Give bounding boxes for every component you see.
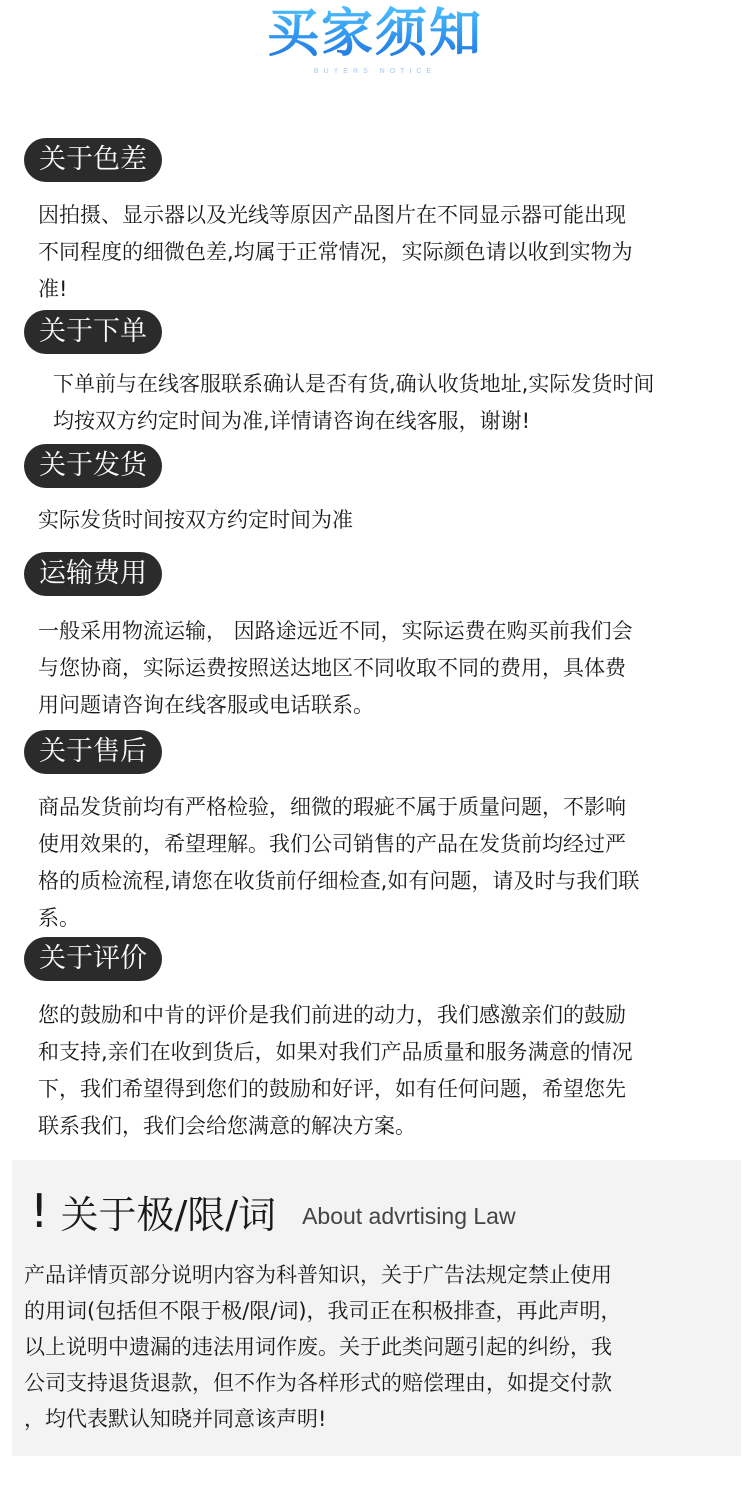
exclamation-icon: !	[30, 1184, 49, 1238]
section-ordering-label: 关于下单	[24, 310, 162, 354]
section-shipping-text: 实际发货时间按双方约定时间为准	[38, 508, 353, 532]
section-color-diff-label: 关于色差	[24, 138, 162, 182]
section-aftersale-label: 关于售后	[24, 730, 162, 774]
section-aftersale-text: 商品发货前均有严格检验，细微的瑕疵不属于质量问题，不影响 使用效果的，希望理解。我们公司销售的产品在发货前均经过严 格的质检流程,请您在收货前仔细检查,如有问题，请及时与我们联 系。	[38, 795, 640, 930]
section-review-text: 您的鼓励和中肯的评价是我们前进的动力，我们感激亲们的鼓励 和支持,亲们在收到货后，如果对我们产品质量和服务满意的情况 下，我们希望得到您们的鼓励和好评，如有任何问题，希望您先 联系我们，我们会给您满意的解决方案。	[38, 1003, 633, 1138]
page-title: 买家须知	[0, 2, 750, 66]
section-shipping-label: 关于发货	[24, 444, 162, 488]
section-freight-label: 运输费用	[24, 552, 162, 596]
section-color-diff-text: 因拍摄、显示器以及光线等原因产品图片在不同显示器可能出现 不同程度的细微色差,均属于正常情况，实际颜色请以收到实物为 准!	[38, 203, 633, 301]
law-text: 产品详情页部分说明内容为科普知识，关于广告法规定禁止使用 的用词(包括但不限于极/限/词)，我司正在积极排查，再此声明， 以上说明中遗漏的违法用词作废。关于此类问题引起的纠纷，我 公司支持退货退款，但不作为各样形式的赔偿理由，如提交付款 ，均代表默认知晓并同意该声明!	[24, 1263, 622, 1431]
section-review-label: 关于评价	[24, 937, 162, 981]
law-title: 关于极/限/词	[60, 1192, 277, 1237]
section-freight-text: 一般采用物流运输， 因路途远近不同，实际运费在购买前我们会 与您协商，实际运费按照送达地区不同收取不同的费用，具体费 用问题请咨询在线客服或电话联系。	[38, 619, 633, 717]
section-ordering-text: 下单前与在线客服联系确认是否有货,确认收货地址,实际发货时间 均按双方约定时间为准,详情请咨询在线客服，谢谢!	[53, 372, 655, 433]
law-subtitle: About advrtising Law	[302, 1202, 516, 1229]
page-subtitle: BUYERS NOTICE	[313, 68, 437, 75]
law-heading	[30, 1180, 516, 1242]
